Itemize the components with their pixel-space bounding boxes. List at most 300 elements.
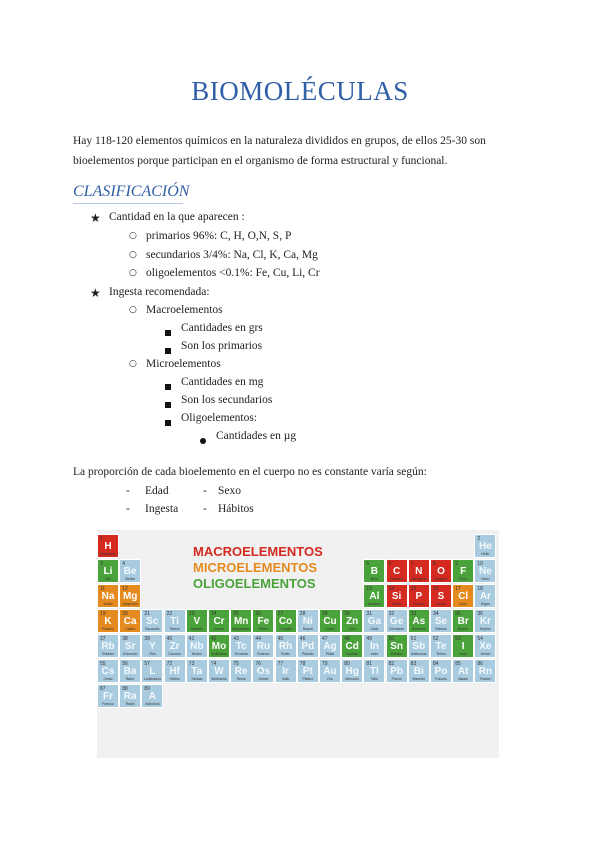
element-number: 10 bbox=[477, 561, 483, 567]
element-symbol: Rh bbox=[278, 641, 293, 652]
element-name: Lantánidos bbox=[143, 677, 161, 681]
element-symbol: Ta bbox=[191, 666, 203, 677]
element-number: 36 bbox=[477, 611, 483, 617]
element-number: 7 bbox=[410, 561, 414, 567]
element-symbol: Y bbox=[149, 641, 156, 652]
element-name: Indio bbox=[370, 652, 379, 656]
element-number: 55 bbox=[100, 661, 106, 667]
element-cell-ru bbox=[252, 634, 274, 658]
element-cell-ba bbox=[119, 659, 141, 683]
element-symbol: Ga bbox=[367, 616, 382, 627]
element-name: Silicio bbox=[392, 602, 402, 606]
sub-item-primarios: primarios 96%: C, H, O,N, S, P bbox=[146, 230, 292, 242]
element-symbol: Bi bbox=[413, 666, 424, 677]
element-name: Bromo bbox=[458, 627, 469, 631]
element-number: 13 bbox=[366, 586, 372, 592]
element-cell-ta bbox=[186, 659, 208, 683]
element-number: 43 bbox=[233, 636, 239, 642]
element-number: 77 bbox=[277, 661, 284, 667]
element-symbol: Mo bbox=[211, 641, 227, 652]
element-number: 11 bbox=[100, 586, 106, 592]
element-cell-xe bbox=[474, 634, 496, 658]
element-number: 39 bbox=[144, 636, 150, 642]
element-symbol: Tl bbox=[369, 666, 379, 677]
element-number: 87 bbox=[100, 686, 106, 692]
element-symbol: Co bbox=[278, 616, 293, 627]
element-name: Plomo bbox=[391, 677, 402, 681]
element-name: Teluro bbox=[436, 652, 446, 656]
element-cell-sr bbox=[119, 634, 141, 658]
element-symbol: B bbox=[370, 566, 378, 577]
element-name: Galio bbox=[370, 627, 379, 631]
element-cell-ti bbox=[164, 609, 186, 633]
dash-bullet-icon: - bbox=[126, 503, 130, 515]
element-name: Antimonio bbox=[411, 652, 427, 656]
element-name: Estaño bbox=[391, 652, 403, 656]
element-symbol: Cr bbox=[213, 616, 225, 627]
element-name: Kriptón bbox=[479, 627, 491, 631]
element-name: Potasio bbox=[102, 627, 114, 631]
sub-item-secundarios: secundarios 3/4%: Na, Cl, K, Ca, Mg bbox=[146, 249, 318, 261]
element-symbol: Re bbox=[234, 666, 248, 677]
element-cell-cd bbox=[341, 634, 363, 658]
micro-detail-3: Oligoelementos: bbox=[181, 412, 258, 424]
element-name: Xenón bbox=[480, 652, 491, 656]
element-symbol: Hf bbox=[169, 666, 180, 677]
element-symbol: Na bbox=[101, 591, 115, 602]
element-cell-v bbox=[186, 609, 208, 633]
element-symbol: Tc bbox=[235, 641, 247, 652]
element-number: 29 bbox=[322, 611, 328, 617]
element-cell-ca bbox=[119, 609, 141, 633]
element-cell-ag bbox=[319, 634, 341, 658]
element-number: 6 bbox=[388, 561, 392, 567]
element-symbol: Ne bbox=[478, 566, 492, 577]
dash-bullet-icon: - bbox=[203, 503, 207, 515]
element-name: Rodio bbox=[281, 652, 291, 656]
element-number: 28 bbox=[299, 611, 306, 617]
element-number: 19 bbox=[100, 611, 106, 617]
intro-paragraph bbox=[73, 131, 533, 171]
element-cell-at bbox=[452, 659, 474, 683]
element-symbol: Ti bbox=[170, 616, 179, 627]
factor-edad: Edad bbox=[145, 485, 169, 497]
element-symbol: Pd bbox=[301, 641, 315, 652]
element-name: Hidrógeno bbox=[99, 552, 117, 556]
element-name: Berilio bbox=[125, 577, 136, 581]
element-name: Osmio bbox=[258, 677, 269, 681]
element-symbol: At bbox=[457, 666, 469, 677]
element-name: Cesio bbox=[103, 677, 113, 681]
element-cell-f bbox=[452, 559, 474, 583]
element-name: Flúor bbox=[459, 577, 468, 581]
element-number: 89 bbox=[144, 686, 150, 692]
element-cell-br bbox=[452, 609, 474, 633]
element-name: Astato bbox=[458, 677, 469, 681]
element-number: 34 bbox=[433, 611, 439, 617]
element-cell-b bbox=[363, 559, 385, 583]
dash-bullet-icon: - bbox=[203, 485, 207, 497]
element-name: Bario bbox=[126, 677, 135, 681]
element-name: Renio bbox=[236, 677, 246, 681]
element-symbol: Mg bbox=[122, 591, 138, 602]
element-symbol: Cs bbox=[101, 666, 115, 677]
element-name: Radón bbox=[480, 677, 491, 681]
factor-ingesta: Ingesta bbox=[145, 503, 179, 515]
element-name: Escandio bbox=[145, 627, 160, 631]
element-cell-tc bbox=[230, 634, 252, 658]
element-symbol: He bbox=[478, 541, 492, 552]
element-cell-kr bbox=[474, 609, 496, 633]
element-number: 4 bbox=[122, 561, 125, 567]
element-symbol: Cu bbox=[323, 616, 337, 627]
element-number: 45 bbox=[277, 636, 284, 642]
element-symbol: Ru bbox=[256, 641, 271, 652]
element-symbol: H bbox=[104, 541, 112, 552]
element-cell-n bbox=[408, 559, 430, 583]
list-item-ingesta: Ingesta recomendada: bbox=[109, 286, 210, 298]
element-cell-tl bbox=[363, 659, 385, 683]
element-cell-hf bbox=[164, 659, 186, 683]
element-cell-mn bbox=[230, 609, 252, 633]
macro-detail-1: Cantidades en grs bbox=[181, 322, 263, 334]
legend-microelementos: MICROELEMENTOS bbox=[193, 560, 317, 575]
element-number: 85 bbox=[455, 661, 461, 667]
element-symbol: K bbox=[104, 616, 112, 627]
element-name: Arsénico bbox=[411, 627, 426, 631]
element-symbol: I bbox=[461, 641, 465, 652]
element-number: 8 bbox=[433, 561, 436, 567]
element-name: Estroncio bbox=[122, 652, 138, 656]
element-number: 31 bbox=[366, 611, 372, 617]
element-name: Oxígeno bbox=[434, 577, 448, 581]
square-bullet-icon bbox=[165, 326, 171, 339]
element-symbol: Ag bbox=[323, 641, 337, 652]
element-cell-fe bbox=[252, 609, 274, 633]
heading-underline bbox=[73, 203, 183, 204]
element-symbol: Ge bbox=[389, 616, 404, 627]
element-cell-fr bbox=[97, 684, 119, 708]
element-cell-sc bbox=[141, 609, 163, 633]
element-name: Cloro bbox=[459, 602, 468, 606]
element-name: Iridio bbox=[281, 677, 290, 681]
element-symbol: F bbox=[460, 566, 467, 577]
element-cell-zr bbox=[164, 634, 186, 658]
element-number: 35 bbox=[455, 611, 461, 617]
element-cell-cl bbox=[452, 584, 474, 608]
section-heading: CLASIFICACIÓN bbox=[73, 183, 190, 200]
element-number: 76 bbox=[255, 661, 261, 667]
element-symbol: Te bbox=[435, 641, 447, 652]
element-name: Neón bbox=[481, 577, 490, 581]
element-name: Calcio bbox=[125, 627, 136, 631]
element-number: 48 bbox=[344, 636, 350, 642]
proportion-text: La proporción de cada bioelemento en el cuerpo no es constante varía según: bbox=[73, 466, 427, 478]
element-symbol: Pt bbox=[302, 666, 313, 677]
element-number: 84 bbox=[433, 661, 439, 667]
element-symbol: A bbox=[148, 691, 156, 702]
element-symbol: S bbox=[437, 591, 445, 602]
circle-bullet-icon: ○ bbox=[129, 231, 137, 241]
element-cell-a bbox=[141, 684, 163, 708]
element-name: Boro bbox=[370, 577, 379, 581]
element-cell-cr bbox=[208, 609, 230, 633]
element-name: Yodo bbox=[459, 652, 468, 656]
element-number: 20 bbox=[122, 611, 128, 617]
element-symbol: Be bbox=[123, 566, 137, 577]
sub-item-microelementos: Microelementos bbox=[146, 358, 221, 370]
element-symbol: Li bbox=[103, 566, 113, 577]
element-symbol: Sb bbox=[412, 641, 426, 652]
element-number: 5 bbox=[366, 561, 370, 567]
star-bullet-icon: ★ bbox=[90, 211, 101, 225]
element-cell-cs bbox=[97, 659, 119, 683]
element-number: 21 bbox=[144, 611, 150, 617]
element-number: 80 bbox=[344, 661, 350, 667]
element-name: Cobalto bbox=[279, 627, 292, 631]
element-symbol: Fe bbox=[257, 616, 270, 627]
element-cell-as bbox=[408, 609, 430, 633]
element-symbol: Zn bbox=[346, 616, 359, 627]
intro-line-2: bioelementos porque participan en el organismo de forma estructural y funcional. bbox=[73, 155, 448, 167]
element-number: 86 bbox=[477, 661, 483, 667]
element-symbol: Au bbox=[323, 666, 337, 677]
sub-item-macroelementos: Macroelementos bbox=[146, 304, 223, 316]
square-bullet-icon bbox=[165, 398, 171, 411]
element-name: Rubidio bbox=[102, 652, 114, 656]
element-name: Helio bbox=[481, 552, 490, 556]
legend-oligoelementos: OLIGOELEMENTOS bbox=[193, 576, 316, 591]
element-cell-ra bbox=[119, 684, 141, 708]
element-name: Talio bbox=[370, 677, 378, 681]
element-name: Cromo bbox=[213, 627, 225, 631]
element-name: Plata bbox=[326, 652, 334, 656]
element-symbol: W bbox=[214, 666, 224, 677]
element-symbol: Ra bbox=[123, 691, 137, 702]
element-symbol: Po bbox=[434, 666, 448, 677]
element-number: 73 bbox=[188, 661, 195, 667]
element-symbol: Cl bbox=[458, 591, 469, 602]
element-name: Mercurio bbox=[345, 677, 359, 681]
element-cell-ga bbox=[363, 609, 385, 633]
element-name: Circonio bbox=[168, 652, 182, 656]
circle-bullet-icon: ○ bbox=[129, 359, 137, 369]
element-number: 16 bbox=[433, 586, 439, 592]
element-name: Hierro bbox=[258, 627, 269, 631]
element-cell-o bbox=[430, 559, 452, 583]
element-symbol: Si bbox=[391, 591, 402, 602]
element-number: 74 bbox=[211, 661, 217, 667]
element-cell-mo bbox=[208, 634, 230, 658]
element-number: 81 bbox=[366, 661, 372, 667]
element-symbol: Rn bbox=[478, 666, 493, 677]
element-number: 32 bbox=[388, 611, 395, 617]
element-symbol: N bbox=[415, 566, 423, 577]
element-number: 25 bbox=[233, 611, 239, 617]
element-cell-li bbox=[97, 559, 119, 583]
element-number: 33 bbox=[410, 611, 417, 617]
element-number: 53 bbox=[455, 636, 461, 642]
element-symbol: V bbox=[193, 616, 201, 627]
element-name: Actínidos bbox=[145, 702, 160, 706]
element-number: 57 bbox=[144, 661, 150, 667]
element-symbol: Se bbox=[434, 616, 448, 627]
square-bullet-icon bbox=[165, 380, 171, 393]
element-cell-w bbox=[208, 659, 230, 683]
element-number: 51 bbox=[410, 636, 417, 642]
element-name: Bismuto bbox=[412, 677, 426, 681]
element-name: Niobio bbox=[191, 652, 202, 656]
element-name: Wolframio bbox=[211, 677, 227, 681]
element-cell-c bbox=[386, 559, 408, 583]
element-number: 40 bbox=[166, 636, 173, 642]
element-name: Argón bbox=[480, 602, 491, 606]
element-cell-l bbox=[141, 659, 163, 683]
element-cell-al bbox=[363, 584, 385, 608]
element-number: 83 bbox=[410, 661, 417, 667]
factor-sexo: Sexo bbox=[218, 485, 241, 497]
element-name: Radio bbox=[125, 702, 135, 706]
element-cell-ni bbox=[297, 609, 319, 633]
element-symbol: P bbox=[415, 591, 423, 602]
element-cell-rb bbox=[97, 634, 119, 658]
element-name: Cobre bbox=[325, 627, 335, 631]
element-number: 38 bbox=[122, 636, 128, 642]
element-cell-re bbox=[230, 659, 252, 683]
legend-macroelementos: MACROELEMENTOS bbox=[193, 544, 323, 559]
element-number: 50 bbox=[388, 636, 395, 642]
element-symbol: Cd bbox=[345, 641, 359, 652]
element-cell-cu bbox=[319, 609, 341, 633]
element-name: Platino bbox=[302, 677, 314, 681]
element-symbol: As bbox=[412, 616, 426, 627]
element-cell-he bbox=[474, 534, 496, 558]
oligo-detail: Cantidades en µg bbox=[216, 430, 297, 442]
element-cell-pb bbox=[386, 659, 408, 683]
element-number: 54 bbox=[477, 636, 483, 642]
element-cell-ge bbox=[386, 609, 408, 633]
element-number: 17 bbox=[455, 586, 461, 592]
element-cell-rh bbox=[275, 634, 297, 658]
element-name: Sodio bbox=[103, 602, 113, 606]
circle-bullet-icon: ○ bbox=[129, 250, 137, 260]
element-cell-rn bbox=[474, 659, 496, 683]
factor-habitos: Hábitos bbox=[218, 503, 254, 515]
element-number: 82 bbox=[388, 661, 395, 667]
star-bullet-icon: ★ bbox=[90, 286, 101, 300]
element-number: 78 bbox=[299, 661, 306, 667]
micro-detail-1: Cantidades en mg bbox=[181, 376, 264, 388]
element-symbol: In bbox=[369, 641, 379, 652]
element-symbol: O bbox=[437, 566, 445, 577]
element-name: Tecnecio bbox=[234, 652, 249, 656]
element-symbol: Xe bbox=[479, 641, 492, 652]
element-name: Vanadio bbox=[190, 627, 204, 631]
element-number: 12 bbox=[122, 586, 128, 592]
element-symbol: Hg bbox=[345, 666, 359, 677]
element-number: 44 bbox=[255, 636, 261, 642]
element-name: Aluminio bbox=[367, 602, 382, 606]
element-symbol: Fr bbox=[103, 691, 113, 702]
element-number: 27 bbox=[277, 611, 284, 617]
element-symbol: Al bbox=[369, 591, 380, 602]
element-number: 47 bbox=[322, 636, 328, 642]
element-number: 14 bbox=[388, 586, 395, 592]
dash-bullet-icon: - bbox=[126, 485, 130, 497]
element-name: Litio bbox=[104, 577, 112, 581]
element-symbol: Kr bbox=[479, 616, 491, 627]
element-symbol: Sc bbox=[146, 616, 159, 627]
element-symbol: Sn bbox=[390, 641, 403, 652]
element-name: Manganeso bbox=[232, 627, 251, 631]
element-cell-nb bbox=[186, 634, 208, 658]
element-cell-te bbox=[430, 634, 452, 658]
element-symbol: Zr bbox=[169, 641, 180, 652]
circle-bullet-icon: ○ bbox=[129, 268, 137, 278]
list-item-cantidad: Cantidad en la que aparecen : bbox=[109, 211, 245, 223]
element-number: 42 bbox=[211, 636, 217, 642]
element-cell-au bbox=[319, 659, 341, 683]
element-symbol: Ba bbox=[123, 666, 137, 677]
element-cell-be bbox=[119, 559, 141, 583]
element-name: Ytrio bbox=[148, 652, 156, 656]
element-cell-ar bbox=[474, 584, 496, 608]
element-name: Nitrógeno bbox=[411, 577, 427, 581]
element-name: Tántalo bbox=[190, 677, 203, 681]
element-number: 15 bbox=[410, 586, 417, 592]
element-cell-os bbox=[252, 659, 274, 683]
element-cell-hg bbox=[341, 659, 363, 683]
periodic-table-figure bbox=[97, 530, 499, 758]
element-cell-in bbox=[363, 634, 385, 658]
element-symbol: C bbox=[392, 566, 401, 577]
element-cell-zn bbox=[341, 609, 363, 633]
element-number: 88 bbox=[122, 686, 128, 692]
element-symbol: Os bbox=[256, 666, 271, 677]
element-number: 46 bbox=[299, 636, 306, 642]
element-number: 41 bbox=[188, 636, 195, 642]
element-cell-s bbox=[430, 584, 452, 608]
element-symbol: Ca bbox=[123, 616, 137, 627]
element-name: Carbono bbox=[389, 577, 404, 581]
element-cell-se bbox=[430, 609, 452, 633]
macro-detail-2: Son los primarios bbox=[181, 340, 263, 352]
element-symbol: Br bbox=[457, 616, 469, 627]
element-symbol: L bbox=[149, 666, 156, 677]
element-symbol: Nb bbox=[190, 641, 204, 652]
element-cell-sb bbox=[408, 634, 430, 658]
square-bullet-icon bbox=[165, 416, 171, 429]
element-symbol: Ar bbox=[479, 591, 491, 602]
element-cell-h bbox=[97, 534, 119, 558]
element-name: Cadmio bbox=[346, 652, 359, 656]
element-cell-co bbox=[275, 609, 297, 633]
element-number: 75 bbox=[233, 661, 239, 667]
element-cell-si bbox=[386, 584, 408, 608]
element-number: 79 bbox=[322, 661, 328, 667]
element-name: Paladio bbox=[301, 652, 314, 656]
element-name: Oro bbox=[327, 677, 333, 681]
element-cell-k bbox=[97, 609, 119, 633]
element-name: Molibdeno bbox=[210, 652, 228, 656]
element-number: 56 bbox=[122, 661, 128, 667]
circle-bullet-icon: ○ bbox=[129, 305, 137, 315]
element-cell-ir bbox=[275, 659, 297, 683]
element-cell-sn bbox=[386, 634, 408, 658]
element-number: 9 bbox=[455, 561, 458, 567]
element-number: 23 bbox=[188, 611, 195, 617]
element-number: 1 bbox=[100, 536, 103, 542]
